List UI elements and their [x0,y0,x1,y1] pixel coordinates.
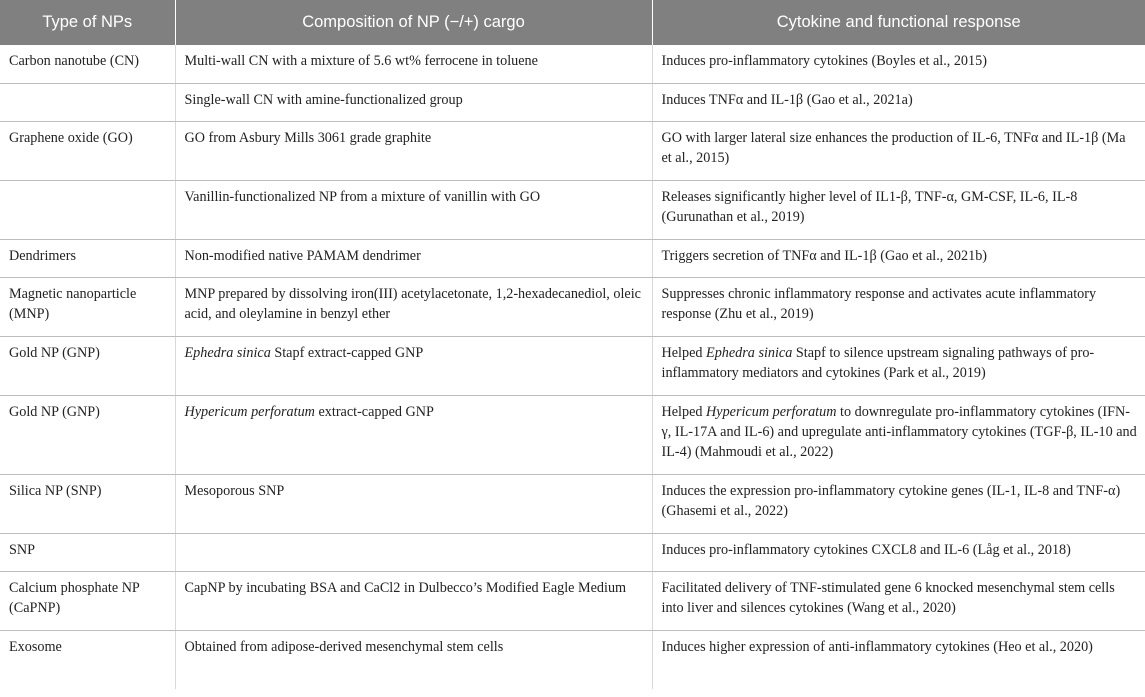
cell-type: SNP [0,533,175,571]
header-composition: Composition of NP (−/+) cargo [175,0,652,45]
response-text: Helped [661,344,707,361]
composition-text: Stapf extract-capped GNP [270,344,424,361]
cell-composition: GO from Asbury Mills 3061 grade graphite [175,121,652,180]
table-row [0,533,1145,571]
header-type: Type of NPs [0,0,175,45]
cell-type: Exosome [9,638,62,655]
cell-composition: MNP prepared by dissolving iron(III) acetylacetonate, 1,2-hexadecanediol, oleic acid, and oleylamine in benzyl ether [175,277,652,336]
table-row [0,630,1145,689]
species-name: Hypericum perforatum [184,403,315,420]
cell-composition: Single-wall CN with amine-functionalized group [175,83,652,121]
species-name: Ephedra sinica [184,344,271,361]
cell-response: Induces pro-inflammatory cytokines (Boyles et al., 2015) [652,45,1145,83]
header-response: Cytokine and functional response [652,0,1145,45]
composition-text: extract-capped GNP [314,403,434,420]
table-row [0,239,1145,277]
cell-response: Induces higher expression of anti-inflammatory cytokines (Heo et al., 2020) [652,630,1145,689]
cell-type: Dendrimers [0,239,175,277]
table-row [0,121,1145,180]
table-row [0,277,1145,336]
cell-composition [175,533,652,571]
cell-type: Gold NP (GNP) [0,395,175,474]
table-row [0,336,1145,395]
table-row [0,180,1145,239]
table-row [0,571,1145,630]
species-name: Ephedra sinica [706,344,793,361]
species-name: Hypericum perforatum [706,403,837,420]
cell-type [0,83,175,121]
cell-type: Gold NP (GNP) [0,336,175,395]
table-row [0,474,1145,533]
cell-response: Suppresses chronic inflammatory response and activates acute inflammatory response (Zhu et al., 2019) [652,277,1145,336]
cell-type: Calcium phosphate NP (CaPNP) [0,571,175,630]
table-row [0,45,1145,83]
cell-composition [175,395,652,474]
cell-composition: Vanillin-functionalized NP from a mixture of vanillin with GO [175,180,652,239]
cell-response [652,336,1145,395]
cell-composition [175,336,652,395]
cell-response: Releases significantly higher level of IL1-β, TNF-α, GM-CSF, IL-6, IL-8 (Gurunathan et al., 2019) [652,180,1145,239]
table-row [0,395,1145,474]
cell-response: Facilitated delivery of TNF-stimulated gene 6 knocked mesenchymal stem cells into liver and silences cytokines (Wang et al., 2020) [652,571,1145,630]
cell-composition: CapNP by incubating BSA and CaCl2 in Dulbecco’s Modified Eagle Medium [175,571,652,630]
table-row [0,83,1145,121]
cell-response [652,395,1145,474]
cell-response: Induces pro-inflammatory cytokines CXCL8 and IL-6 (Låg et al., 2018) [652,533,1145,571]
cell-response: Induces TNFα and IL-1β (Gao et al., 2021a) [652,83,1145,121]
cell-type [0,180,175,239]
cell-composition: Obtained from adipose-derived mesenchymal stem cells [175,630,652,689]
response-text: Helped [661,403,707,420]
cell-response: Triggers secretion of TNFα and IL-1β (Gao et al., 2021b) [652,239,1145,277]
cell-response: GO with larger lateral size enhances the production of IL-6, TNFα and IL-1β (Ma et al., 2015) [652,121,1145,180]
cell-type: Carbon nanotube (CN) [0,45,175,83]
cell-response: Induces the expression pro-inflammatory cytokine genes (IL-1, IL-8 and TNF-α) (Ghasemi et al., 2022) [652,474,1145,533]
cell-composition: Non-modified native PAMAM dendrimer [175,239,652,277]
cell-composition: Mesoporous SNP [175,474,652,533]
cell-composition: Multi-wall CN with a mixture of 5.6 wt% ferrocene in toluene [175,45,652,83]
response-text: to downregulate pro-inflammatory cytokines (IFN-γ, IL-17A and IL-6) and upregulate anti-inflammatory cytokines (TGF-β, IL-10 and IL-4) (Mahmoudi et al., 2022) [661,403,1137,460]
cell-type: Graphene oxide (GO) [0,121,175,180]
cell-type: Magnetic nanoparticle (MNP) [0,277,175,336]
header-row [0,0,1145,45]
response-text: Stapf to silence upstream signaling pathways of pro-inflammatory mediators and cytokines (Park et al., 2019) [661,344,1095,381]
cell-type: Silica NP (SNP) [0,474,175,533]
